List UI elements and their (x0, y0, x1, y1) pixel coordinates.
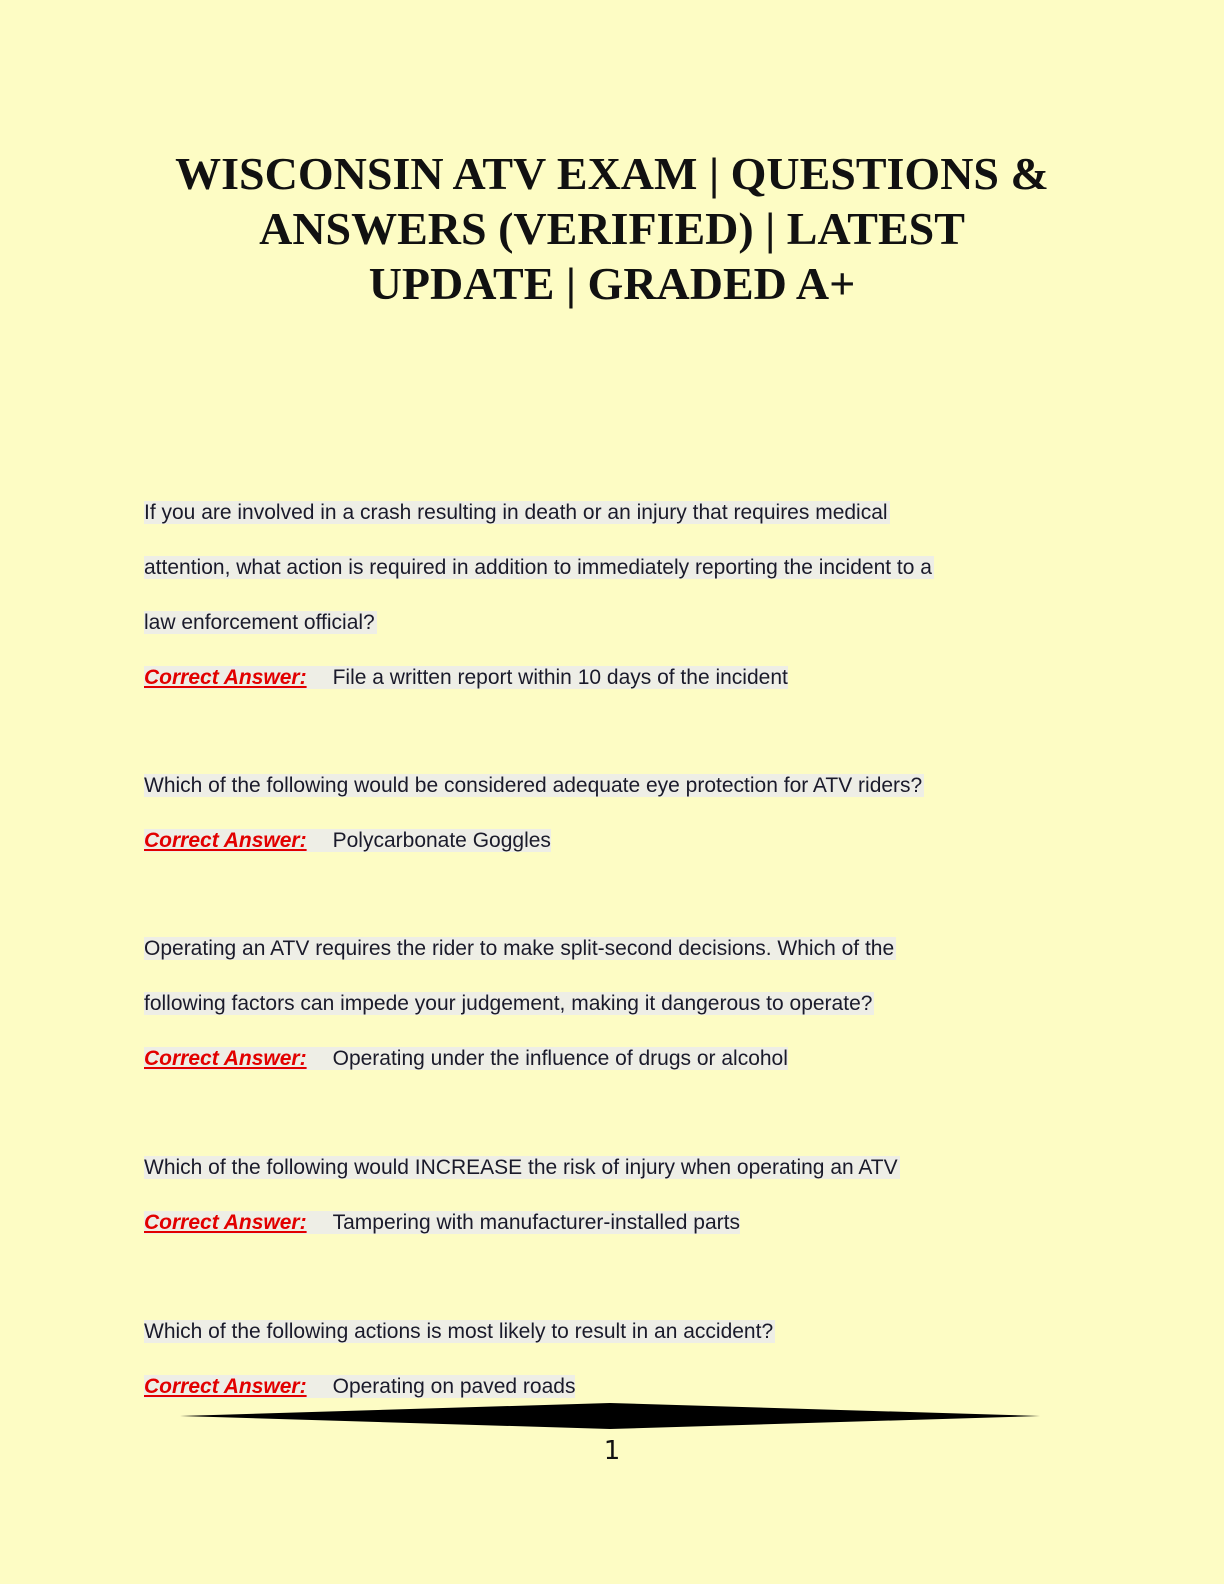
correct-answer-label: Correct Answer: (144, 666, 307, 689)
title-line-2: ANSWERS (VERIFIED) | LATEST (259, 203, 965, 254)
correct-answer-label: Correct Answer: (144, 829, 307, 852)
document-title (100, 146, 1124, 311)
answer-text: Polycarbonate Goggles (307, 829, 551, 852)
question-line: Which of the following actions is most likely to result in an accident? (144, 1320, 774, 1343)
answer-row (144, 1206, 1064, 1261)
question-line: following factors can impede your judgement, making it dangerous to operate? (144, 992, 873, 1015)
qa-block-3 (144, 932, 1064, 1097)
qa-block-1 (144, 496, 1064, 716)
page-number: 1 (603, 1436, 621, 1466)
correct-answer-label: Correct Answer: (144, 1375, 307, 1398)
answer-text: Operating under the influence of drugs or alcohol (307, 1047, 788, 1070)
answer-row (144, 1042, 1064, 1097)
question-line: Operating an ATV requires the rider to make split-second decisions. Which of the (144, 937, 895, 960)
divider-diamond (180, 1403, 1040, 1429)
answer-text: Tampering with manufacturer-installed parts (307, 1211, 740, 1234)
answer-row (144, 824, 1064, 879)
answer-text: Operating on paved roads (307, 1375, 576, 1398)
question-line: Which of the following would INCREASE the risk of injury when operating an ATV (144, 1156, 898, 1179)
correct-answer-label: Correct Answer: (144, 1047, 307, 1070)
answer-text: File a written report within 10 days of the incident (307, 666, 788, 689)
footer-divider (180, 1402, 1040, 1430)
title-line-1: WISCONSIN ATV EXAM | QUESTIONS & (175, 148, 1049, 199)
question-line: law enforcement official? (144, 611, 375, 634)
title-line-3: UPDATE | GRADED A+ (368, 258, 856, 309)
question-line: If you are involved in a crash resulting in death or an injury that requires medical (144, 501, 888, 524)
answer-row (144, 661, 1064, 716)
qa-block-2 (144, 769, 1064, 879)
question-line: Which of the following would be considered adequate eye protection for ATV riders? (144, 774, 923, 797)
qa-block-4 (144, 1151, 1064, 1261)
correct-answer-label: Correct Answer: (144, 1211, 307, 1234)
question-line: attention, what action is required in addition to immediately reporting the incident to a (144, 556, 932, 579)
